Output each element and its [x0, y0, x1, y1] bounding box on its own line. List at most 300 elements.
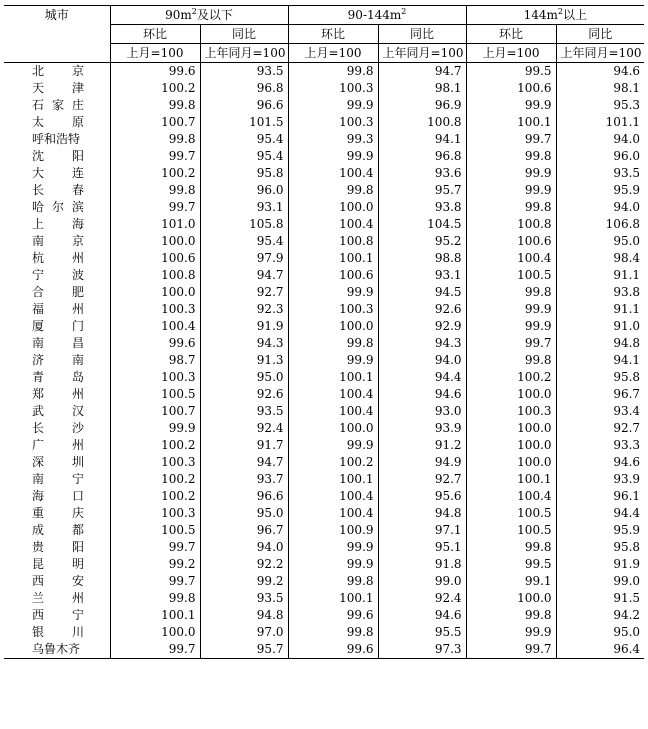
- city-name-cell: [4, 641, 110, 659]
- mom-value-cell: 99.3: [288, 131, 378, 148]
- mom-value-cell: 100.1: [288, 250, 378, 267]
- city-name-cell: [4, 607, 110, 624]
- yoy-value-cell: 92.4: [200, 420, 288, 437]
- mom-value-cell: 99.7: [110, 199, 200, 216]
- yoy-value-cell: 96.7: [200, 522, 288, 539]
- yoy-value-cell: 91.5: [556, 590, 644, 607]
- table-row: [4, 182, 644, 199]
- yoy-value-cell: 92.7: [200, 284, 288, 301]
- city-name: 北京: [32, 64, 84, 78]
- yoy-value-cell: 95.7: [200, 641, 288, 659]
- mom-value-cell: 100.2: [110, 80, 200, 97]
- city-name-cell: [4, 539, 110, 556]
- city-name: 上海: [32, 217, 84, 231]
- sub-header-yoy: 同比: [378, 25, 466, 44]
- yoy-value-cell: 93.7: [200, 471, 288, 488]
- mom-value-cell: 99.6: [110, 63, 200, 81]
- mom-value-cell: 100.2: [110, 471, 200, 488]
- sub-header-mom: 环比: [110, 25, 200, 44]
- city-name-cell: [4, 97, 110, 114]
- yoy-value-cell: 98.1: [556, 80, 644, 97]
- mom-value-cell: 99.8: [466, 607, 556, 624]
- yoy-value-cell: 95.4: [200, 148, 288, 165]
- mom-value-cell: 100.4: [110, 318, 200, 335]
- city-name: 杭州: [32, 251, 84, 265]
- mom-value-cell: 99.5: [466, 63, 556, 81]
- yoy-value-cell: 98.4: [556, 250, 644, 267]
- mom-value-cell: 100.1: [288, 590, 378, 607]
- yoy-value-cell: 93.1: [200, 199, 288, 216]
- mom-value-cell: 100.2: [110, 437, 200, 454]
- yoy-value-cell: 92.3: [200, 301, 288, 318]
- city-name: 沈阳: [32, 149, 84, 163]
- yoy-value-cell: 93.1: [378, 267, 466, 284]
- yoy-value-cell: 92.2: [200, 556, 288, 573]
- yoy-value-cell: 99.2: [200, 573, 288, 590]
- mom-value-cell: 100.8: [466, 216, 556, 233]
- city-name: 银川: [32, 625, 84, 639]
- city-name: 深圳: [32, 455, 84, 469]
- mom-value-cell: 100.0: [466, 454, 556, 471]
- mom-value-cell: 100.2: [288, 454, 378, 471]
- mom-value-cell: 100.5: [110, 386, 200, 403]
- table-row: [4, 284, 644, 301]
- yoy-value-cell: 95.5: [378, 624, 466, 641]
- table-row: [4, 80, 644, 97]
- table-row: [4, 522, 644, 539]
- table-row: [4, 590, 644, 607]
- table-row: [4, 505, 644, 522]
- mom-value-cell: 100.4: [288, 165, 378, 182]
- city-name-cell: [4, 522, 110, 539]
- mom-value-cell: 100.9: [288, 522, 378, 539]
- table-row: [4, 437, 644, 454]
- yoy-value-cell: 94.5: [378, 284, 466, 301]
- city-name: 厦门: [32, 319, 84, 333]
- yoy-value-cell: 94.9: [378, 454, 466, 471]
- city-name: 济南: [32, 353, 84, 367]
- yoy-value-cell: 106.8: [556, 216, 644, 233]
- yoy-value-cell: 95.1: [378, 539, 466, 556]
- mom-value-cell: 100.1: [466, 114, 556, 131]
- mom-value-cell: 100.8: [110, 267, 200, 284]
- yoy-value-cell: 94.7: [200, 267, 288, 284]
- table-row: [4, 165, 644, 182]
- mom-value-cell: 99.8: [110, 97, 200, 114]
- mom-value-cell: 100.1: [466, 471, 556, 488]
- city-name-cell: [4, 352, 110, 369]
- mom-value-cell: 100.4: [288, 216, 378, 233]
- city-name-cell: [4, 420, 110, 437]
- city-name-cell: [4, 573, 110, 590]
- mom-value-cell: 100.6: [466, 80, 556, 97]
- city-name: 西宁: [32, 608, 84, 622]
- mom-value-cell: 101.0: [110, 216, 200, 233]
- mom-value-cell: 99.8: [466, 284, 556, 301]
- city-name: 合肥: [32, 285, 84, 299]
- mom-value-cell: 99.9: [288, 148, 378, 165]
- yoy-value-cell: 95.8: [556, 369, 644, 386]
- yoy-value-cell: 93.5: [200, 63, 288, 81]
- table-row: [4, 556, 644, 573]
- mom-value-cell: 100.4: [288, 386, 378, 403]
- table-row: [4, 488, 644, 505]
- yoy-value-cell: 95.6: [378, 488, 466, 505]
- mom-value-cell: 100.0: [466, 437, 556, 454]
- mom-value-cell: 98.7: [110, 352, 200, 369]
- yoy-value-cell: 94.8: [378, 505, 466, 522]
- mom-value-cell: 100.0: [466, 420, 556, 437]
- city-name-cell: [4, 63, 110, 81]
- yoy-value-cell: 94.3: [200, 335, 288, 352]
- yoy-value-cell: 96.8: [378, 148, 466, 165]
- mom-value-cell: 99.7: [466, 131, 556, 148]
- city-name: 哈尔滨: [32, 200, 84, 214]
- group-header-144-above: $144m^2$以上: [466, 6, 644, 25]
- sub-header-mom: 环比: [466, 25, 556, 44]
- group-header-90-144: $90-144m^2$: [288, 6, 466, 25]
- city-name: 兰州: [32, 591, 84, 605]
- yoy-value-cell: 96.0: [200, 182, 288, 199]
- yoy-value-cell: 91.2: [378, 437, 466, 454]
- table-row: [4, 420, 644, 437]
- city-name-cell: [4, 369, 110, 386]
- base-header: 上月=100: [110, 44, 200, 63]
- mom-value-cell: 100.5: [466, 522, 556, 539]
- city-name-cell: [4, 148, 110, 165]
- mom-value-cell: 100.4: [288, 488, 378, 505]
- mom-value-cell: 99.8: [110, 182, 200, 199]
- city-name-cell: [4, 386, 110, 403]
- mom-value-cell: 99.7: [110, 641, 200, 659]
- yoy-value-cell: 92.9: [378, 318, 466, 335]
- yoy-value-cell: 97.0: [200, 624, 288, 641]
- yoy-value-cell: 93.5: [200, 403, 288, 420]
- mom-value-cell: 100.4: [466, 488, 556, 505]
- table-row: [4, 539, 644, 556]
- base-header: 上年同月=100: [200, 44, 288, 63]
- city-name: 武汉: [32, 404, 84, 418]
- mom-value-cell: 99.8: [466, 199, 556, 216]
- mom-value-cell: 99.6: [288, 641, 378, 659]
- yoy-value-cell: 96.7: [556, 386, 644, 403]
- city-name: 长沙: [32, 421, 84, 435]
- city-name: 广州: [32, 438, 84, 452]
- mom-value-cell: 99.9: [288, 539, 378, 556]
- city-name-cell: [4, 199, 110, 216]
- table-row: [4, 369, 644, 386]
- yoy-value-cell: 95.0: [556, 233, 644, 250]
- yoy-value-cell: 94.3: [378, 335, 466, 352]
- mom-value-cell: 100.5: [110, 522, 200, 539]
- mom-value-cell: 99.8: [110, 131, 200, 148]
- table-row: [4, 318, 644, 335]
- mom-value-cell: 100.0: [110, 233, 200, 250]
- city-name: 福州: [32, 302, 84, 316]
- mom-value-cell: 99.9: [110, 420, 200, 437]
- city-name: 宁波: [32, 268, 84, 282]
- yoy-value-cell: 96.6: [200, 97, 288, 114]
- yoy-value-cell: 91.9: [556, 556, 644, 573]
- base-header: 上月=100: [466, 44, 556, 63]
- mom-value-cell: 99.9: [288, 437, 378, 454]
- city-name: 海口: [32, 489, 84, 503]
- yoy-value-cell: 98.8: [378, 250, 466, 267]
- yoy-value-cell: 91.3: [200, 352, 288, 369]
- mom-value-cell: 100.1: [288, 471, 378, 488]
- yoy-value-cell: 93.6: [378, 165, 466, 182]
- mom-value-cell: 100.3: [288, 114, 378, 131]
- yoy-value-cell: 94.6: [556, 63, 644, 81]
- mom-value-cell: 100.6: [110, 250, 200, 267]
- mom-value-cell: 99.7: [466, 335, 556, 352]
- mom-value-cell: 99.9: [466, 182, 556, 199]
- mom-value-cell: 99.9: [288, 556, 378, 573]
- yoy-value-cell: 98.1: [378, 80, 466, 97]
- mom-value-cell: 99.8: [110, 590, 200, 607]
- table-row: [4, 573, 644, 590]
- city-name: 石家庄: [32, 98, 84, 112]
- yoy-value-cell: 104.5: [378, 216, 466, 233]
- yoy-value-cell: 94.1: [378, 131, 466, 148]
- yoy-value-cell: 92.4: [378, 590, 466, 607]
- mom-value-cell: 100.4: [466, 250, 556, 267]
- mom-value-cell: 100.6: [466, 233, 556, 250]
- city-name: 青岛: [32, 370, 84, 384]
- city-name: 天津: [32, 81, 84, 95]
- table-row: [4, 97, 644, 114]
- yoy-value-cell: 94.0: [378, 352, 466, 369]
- city-name-cell: [4, 284, 110, 301]
- mom-value-cell: 99.6: [288, 607, 378, 624]
- city-name-cell: [4, 471, 110, 488]
- yoy-value-cell: 93.8: [378, 199, 466, 216]
- yoy-value-cell: 100.8: [378, 114, 466, 131]
- mom-value-cell: 100.3: [288, 80, 378, 97]
- table-row: [4, 471, 644, 488]
- mom-value-cell: 100.1: [288, 369, 378, 386]
- yoy-value-cell: 93.8: [556, 284, 644, 301]
- city-name-cell: [4, 114, 110, 131]
- yoy-value-cell: 94.0: [556, 199, 644, 216]
- mom-value-cell: 100.5: [466, 505, 556, 522]
- yoy-value-cell: 91.0: [556, 318, 644, 335]
- table-row: [4, 63, 644, 81]
- mom-value-cell: 99.9: [288, 284, 378, 301]
- mom-value-cell: 99.6: [110, 335, 200, 352]
- mom-value-cell: 99.9: [466, 165, 556, 182]
- city-name-cell: [4, 624, 110, 641]
- mom-value-cell: 100.0: [110, 284, 200, 301]
- yoy-value-cell: 93.4: [556, 403, 644, 420]
- mom-value-cell: 99.9: [466, 301, 556, 318]
- yoy-value-cell: 94.4: [378, 369, 466, 386]
- yoy-value-cell: 94.2: [556, 607, 644, 624]
- mom-value-cell: 99.7: [110, 148, 200, 165]
- table-row: [4, 199, 644, 216]
- city-name-cell: [4, 301, 110, 318]
- yoy-value-cell: 95.0: [556, 624, 644, 641]
- table-row: [4, 233, 644, 250]
- base-header: 上年同月=100: [378, 44, 466, 63]
- yoy-value-cell: 97.1: [378, 522, 466, 539]
- yoy-value-cell: 96.0: [556, 148, 644, 165]
- yoy-value-cell: 93.9: [378, 420, 466, 437]
- yoy-value-cell: 94.0: [556, 131, 644, 148]
- yoy-value-cell: 92.6: [200, 386, 288, 403]
- yoy-value-cell: 97.9: [200, 250, 288, 267]
- city-name-cell: [4, 216, 110, 233]
- mom-value-cell: 99.9: [288, 352, 378, 369]
- city-name: 大连: [32, 166, 84, 180]
- yoy-value-cell: 95.0: [200, 369, 288, 386]
- yoy-value-cell: 92.7: [556, 420, 644, 437]
- yoy-value-cell: 95.0: [200, 505, 288, 522]
- yoy-value-cell: 95.9: [556, 522, 644, 539]
- city-name-cell: [4, 165, 110, 182]
- mom-value-cell: 100.0: [288, 420, 378, 437]
- city-name-cell: [4, 182, 110, 199]
- table-row: [4, 250, 644, 267]
- city-name-cell: [4, 556, 110, 573]
- sub-header-yoy: 同比: [200, 25, 288, 44]
- yoy-value-cell: 95.4: [200, 131, 288, 148]
- mom-value-cell: 99.9: [288, 97, 378, 114]
- city-name: 南京: [32, 234, 84, 248]
- city-name: 乌鲁木齐: [32, 642, 81, 656]
- yoy-value-cell: 96.6: [200, 488, 288, 505]
- table-row: [4, 267, 644, 284]
- yoy-value-cell: 96.4: [556, 641, 644, 659]
- city-name-cell: [4, 454, 110, 471]
- yoy-value-cell: 97.3: [378, 641, 466, 659]
- table-row: [4, 624, 644, 641]
- mom-value-cell: 99.7: [466, 641, 556, 659]
- city-name-cell: [4, 131, 110, 148]
- yoy-value-cell: 94.7: [200, 454, 288, 471]
- city-name-cell: [4, 267, 110, 284]
- table-row: [4, 386, 644, 403]
- yoy-value-cell: 95.7: [378, 182, 466, 199]
- table-row: [4, 403, 644, 420]
- table-row: [4, 131, 644, 148]
- mom-value-cell: 99.2: [110, 556, 200, 573]
- mom-value-cell: 100.3: [110, 505, 200, 522]
- mom-value-cell: 99.5: [466, 556, 556, 573]
- yoy-value-cell: 95.8: [200, 165, 288, 182]
- yoy-value-cell: 94.6: [556, 454, 644, 471]
- mom-value-cell: 100.5: [466, 267, 556, 284]
- yoy-value-cell: 95.2: [378, 233, 466, 250]
- city-name-cell: [4, 437, 110, 454]
- city-name: 长春: [32, 183, 84, 197]
- yoy-value-cell: 91.8: [378, 556, 466, 573]
- yoy-value-cell: 93.5: [556, 165, 644, 182]
- yoy-value-cell: 91.9: [200, 318, 288, 335]
- mom-value-cell: 100.0: [466, 590, 556, 607]
- sub-header-yoy: 同比: [556, 25, 644, 44]
- mom-value-cell: 100.6: [288, 267, 378, 284]
- table-row: [4, 216, 644, 233]
- table-header: [4, 6, 644, 63]
- yoy-value-cell: 94.7: [378, 63, 466, 81]
- mom-value-cell: 100.3: [288, 301, 378, 318]
- city-name-cell: [4, 505, 110, 522]
- mom-value-cell: 99.8: [466, 539, 556, 556]
- sub-header-mom: 环比: [288, 25, 378, 44]
- city-name: 成都: [32, 523, 84, 537]
- yoy-value-cell: 95.3: [556, 97, 644, 114]
- city-name: 南宁: [32, 472, 84, 486]
- table-row: [4, 335, 644, 352]
- mom-value-cell: 99.8: [288, 624, 378, 641]
- mom-value-cell: 100.3: [110, 301, 200, 318]
- mom-value-cell: 99.9: [466, 624, 556, 641]
- mom-value-cell: 100.8: [288, 233, 378, 250]
- mom-value-cell: 99.8: [288, 182, 378, 199]
- city-name-cell: [4, 488, 110, 505]
- yoy-value-cell: 94.4: [556, 505, 644, 522]
- city-column-header: 城市: [4, 6, 110, 63]
- yoy-value-cell: 96.9: [378, 97, 466, 114]
- yoy-value-cell: 91.1: [556, 267, 644, 284]
- mom-value-cell: 99.8: [466, 352, 556, 369]
- city-name: 贵阳: [32, 540, 84, 554]
- mom-value-cell: 100.4: [288, 505, 378, 522]
- mom-value-cell: 99.8: [288, 63, 378, 81]
- yoy-value-cell: 93.9: [556, 471, 644, 488]
- mom-value-cell: 100.0: [110, 624, 200, 641]
- yoy-value-cell: 93.0: [378, 403, 466, 420]
- mom-value-cell: 100.3: [110, 369, 200, 386]
- city-name: 西安: [32, 574, 84, 588]
- table-row: [4, 114, 644, 131]
- yoy-value-cell: 93.3: [556, 437, 644, 454]
- city-name: 郑州: [32, 387, 84, 401]
- mom-value-cell: 100.2: [110, 165, 200, 182]
- mom-value-cell: 100.0: [466, 386, 556, 403]
- mom-value-cell: 100.0: [288, 318, 378, 335]
- mom-value-cell: 100.0: [288, 199, 378, 216]
- table-row: [4, 352, 644, 369]
- mom-value-cell: 99.8: [288, 335, 378, 352]
- city-name-cell: [4, 250, 110, 267]
- city-name: 呼和浩特: [32, 132, 81, 146]
- city-name-cell: [4, 233, 110, 250]
- yoy-value-cell: 91.7: [200, 437, 288, 454]
- city-name-cell: [4, 318, 110, 335]
- city-name: 南昌: [32, 336, 84, 350]
- city-name: 太原: [32, 115, 84, 129]
- price-index-table-container: [4, 5, 644, 659]
- yoy-value-cell: 94.6: [378, 607, 466, 624]
- yoy-value-cell: 94.6: [378, 386, 466, 403]
- mom-value-cell: 100.3: [466, 403, 556, 420]
- mom-value-cell: 100.7: [110, 403, 200, 420]
- table-row: [4, 641, 644, 659]
- city-name: 昆明: [32, 557, 84, 571]
- mom-value-cell: 100.2: [466, 369, 556, 386]
- mom-value-cell: 100.2: [110, 488, 200, 505]
- base-header: 上年同月=100: [556, 44, 644, 63]
- yoy-value-cell: 92.7: [378, 471, 466, 488]
- yoy-value-cell: 99.0: [378, 573, 466, 590]
- yoy-value-cell: 94.1: [556, 352, 644, 369]
- group-header-90-below: $90m^2$及以下: [110, 6, 288, 25]
- yoy-value-cell: 95.8: [556, 539, 644, 556]
- price-index-table: [4, 5, 644, 659]
- table-row: [4, 301, 644, 318]
